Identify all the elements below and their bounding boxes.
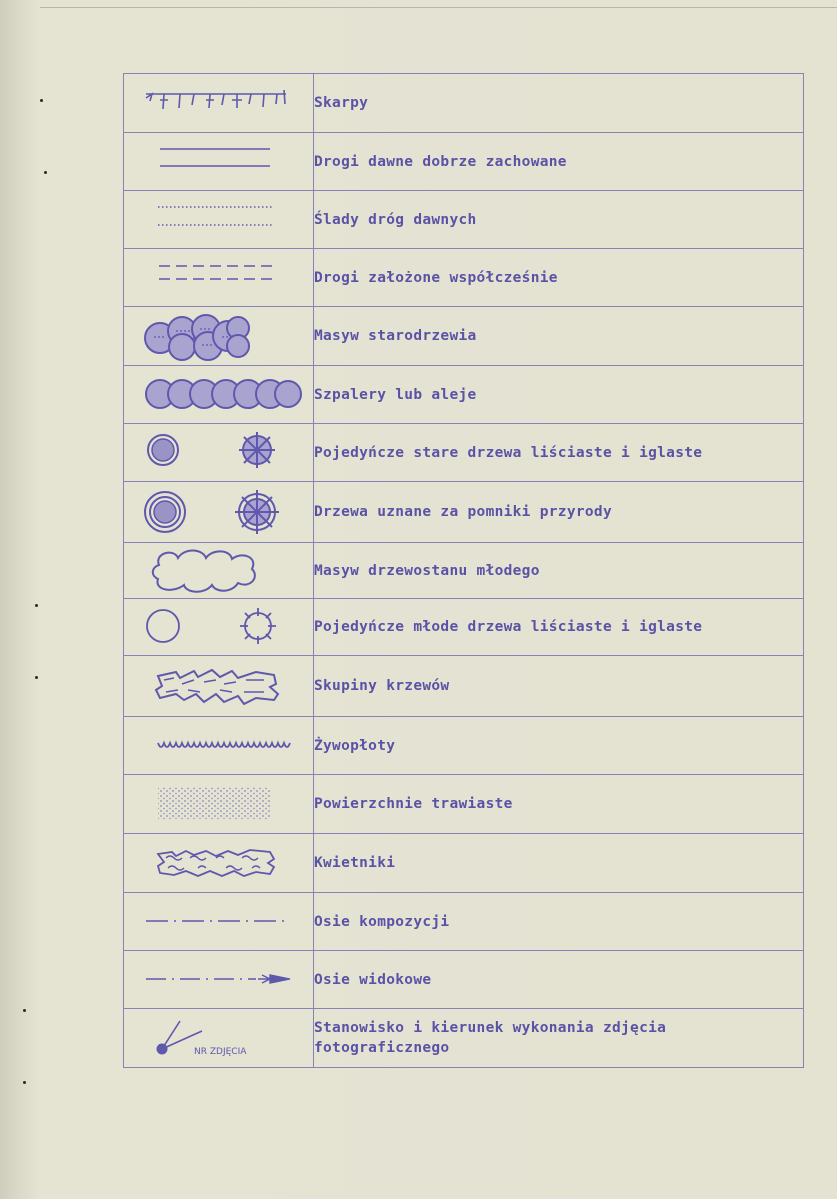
photo-number-label: NR ZDJĘCIA bbox=[194, 1047, 247, 1057]
legend-row bbox=[124, 834, 804, 893]
double-dashed-line-symbol bbox=[124, 249, 314, 307]
monument-trees-symbol bbox=[124, 482, 314, 543]
legend-label: Osie widokowe bbox=[314, 951, 804, 1009]
view-axis-symbol bbox=[124, 951, 314, 1009]
legend-label: Pojedyńcze stare drzewa liściaste i iglaste bbox=[314, 424, 804, 482]
legend-row bbox=[124, 424, 804, 482]
legend-label: Drogi założone współcześnie bbox=[314, 249, 804, 307]
legend-label: Drogi dawne dobrze zachowane bbox=[314, 133, 804, 191]
legend-row bbox=[124, 133, 804, 191]
legend-row bbox=[124, 191, 804, 249]
old-single-trees-symbol bbox=[124, 424, 314, 482]
legend-row bbox=[124, 543, 804, 599]
legend-row bbox=[124, 893, 804, 951]
shrub-group-symbol bbox=[124, 656, 314, 717]
legend-label: Powierzchnie trawiaste bbox=[314, 775, 804, 834]
double-solid-line-symbol bbox=[124, 133, 314, 191]
legend-label: Żywopłoty bbox=[314, 717, 804, 775]
legend-row bbox=[124, 74, 804, 133]
legend-label: Kwietniki bbox=[314, 834, 804, 893]
page-edge-line bbox=[40, 7, 837, 8]
legend-label: Skarpy bbox=[314, 74, 804, 133]
legend-row bbox=[124, 482, 804, 543]
old-tree-mass-symbol bbox=[124, 307, 314, 366]
legend-label: Drzewa uznane za pomniki przyrody bbox=[314, 482, 804, 543]
legend-label: Skupiny krzewów bbox=[314, 656, 804, 717]
margin-mark bbox=[23, 1009, 26, 1012]
tree-row-symbol bbox=[124, 366, 314, 424]
margin-mark bbox=[23, 1081, 26, 1084]
young-single-trees-symbol bbox=[124, 599, 314, 656]
legend-label: Szpalery lub aleje bbox=[314, 366, 804, 424]
legend-label: Stanowisko i kierunek wykonania zdjęcia fotograficznego bbox=[314, 1009, 804, 1068]
legend-label: Osie kompozycji bbox=[314, 893, 804, 951]
legend-label: Masyw starodrzewia bbox=[314, 307, 804, 366]
grass-area-symbol bbox=[124, 775, 314, 834]
legend-row bbox=[124, 775, 804, 834]
legend-row bbox=[124, 249, 804, 307]
legend-label: Ślady dróg dawnych bbox=[314, 191, 804, 249]
legend-table bbox=[123, 73, 804, 1068]
margin-mark bbox=[44, 171, 47, 174]
legend-row bbox=[124, 1009, 804, 1068]
young-stand-mass-symbol bbox=[124, 543, 314, 599]
margin-mark bbox=[35, 676, 38, 679]
margin-mark bbox=[35, 604, 38, 607]
legend-row bbox=[124, 656, 804, 717]
legend-row bbox=[124, 366, 804, 424]
legend-row bbox=[124, 599, 804, 656]
legend-label: Pojedyńcze młode drzewa liściaste i iglaste bbox=[314, 599, 804, 656]
composition-axis-symbol bbox=[124, 893, 314, 951]
double-dotted-line-symbol bbox=[124, 191, 314, 249]
legend-label: Masyw drzewostanu młodego bbox=[314, 543, 804, 599]
escarpment-symbol bbox=[124, 74, 314, 133]
hedge-symbol bbox=[124, 717, 314, 775]
margin-mark bbox=[40, 99, 43, 102]
flowerbed-symbol bbox=[124, 834, 314, 893]
legend-row bbox=[124, 307, 804, 366]
legend-row bbox=[124, 717, 804, 775]
photo-station-symbol bbox=[124, 1009, 314, 1068]
legend-row bbox=[124, 951, 804, 1009]
